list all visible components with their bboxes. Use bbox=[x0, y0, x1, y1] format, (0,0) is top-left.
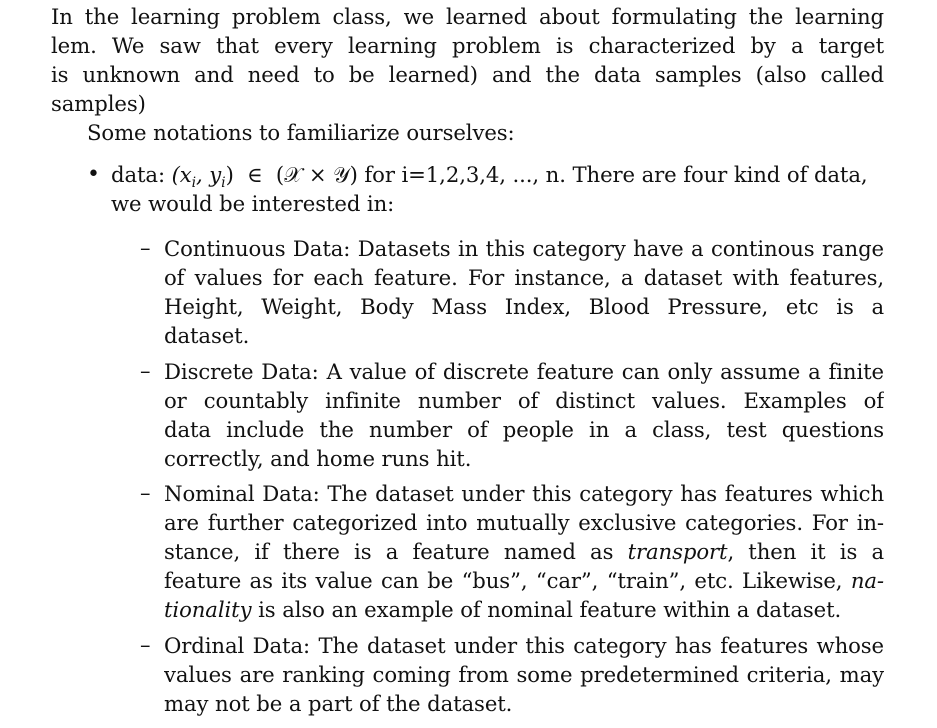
nominal-line-2: are further categorized into mutually exclusive categories. For in- bbox=[164, 510, 884, 535]
continuous-line-1: Continuous Data: Datasets in this category have a continous range bbox=[164, 236, 884, 261]
pair-y: , y bbox=[196, 162, 222, 187]
space-product: (𝒳 × 𝒴) bbox=[275, 162, 358, 187]
notation-line: Some notations to familiarize ourselves: bbox=[87, 120, 515, 145]
bullet-line-2: we would be interested in: bbox=[111, 191, 395, 216]
pair-close: ) bbox=[225, 162, 234, 187]
subitem-marker-continuous: – bbox=[140, 236, 151, 260]
ordinal-line-1: Ordinal Data: The dataset under this category has features whose bbox=[164, 633, 884, 658]
intro-line-2: lem. We saw that every learning problem is characterized by a target bbox=[51, 33, 884, 58]
ordinal-line-3: may not be a part of the dataset. bbox=[164, 691, 513, 716]
subitem-marker-discrete: – bbox=[140, 359, 151, 383]
nominal-line-4-start: feature as its value can be “bus”, “car”, “train”, etc. Likewise, bbox=[164, 568, 851, 593]
ordinal-line-2: values are ranking coming from some predetermined criteria, may bbox=[164, 662, 884, 687]
pair-y-sub: i bbox=[221, 175, 226, 192]
pair-x: (x bbox=[171, 162, 192, 187]
continuous-line-2: of values for each feature. For instance, a dataset with features, bbox=[164, 265, 884, 290]
discrete-line-4: correctly, and home runs hit. bbox=[164, 446, 472, 471]
nationality-term-start: na- bbox=[850, 568, 884, 593]
continuous-line-3: Height, Weight, Body Mass Index, Blood Pressure, etc is a bbox=[164, 294, 884, 319]
intro-line-1: In the learning problem class, we learned about formulating the learning bbox=[51, 4, 884, 29]
discrete-line-1: Discrete Data: A value of discrete feature can only assume a finite bbox=[164, 359, 884, 384]
nominal-line-5-rest: is also an example of nominal feature within a dataset. bbox=[251, 597, 842, 622]
nominal-line-3 bbox=[164, 537, 884, 566]
continuous-line-4: dataset. bbox=[164, 323, 250, 348]
nominal-line-1: Nominal Data: The dataset under this category has features which bbox=[164, 481, 884, 506]
transport-term: transport bbox=[627, 539, 728, 564]
bullet-line-1-rest: for i=1,2,3,4, ..., n. There are four kind of data, bbox=[357, 162, 868, 187]
nominal-line-4 bbox=[164, 566, 884, 595]
subitem-marker-nominal: – bbox=[140, 481, 151, 505]
intro-line-3: is unknown and need to be learned) and the data samples (also called bbox=[51, 62, 884, 87]
subitem-marker-ordinal: – bbox=[140, 633, 151, 657]
discrete-line-3: data include the number of people in a class, test questions bbox=[164, 417, 884, 442]
nationality-term-end: tionality bbox=[164, 597, 252, 622]
nominal-line-5 bbox=[164, 595, 841, 624]
intro-line-4: samples) bbox=[51, 91, 146, 116]
pair-x-sub: i bbox=[191, 175, 197, 192]
bullet-marker: • bbox=[87, 162, 100, 187]
element-of-symbol: ∈ bbox=[247, 162, 263, 187]
data-label: data: bbox=[111, 162, 172, 187]
discrete-line-2: or countably infinite number of distinct values. Examples of bbox=[164, 388, 884, 413]
nominal-line-3-start: stance, if there is a feature named as bbox=[164, 539, 628, 564]
nominal-line-3-end: , then it is a bbox=[727, 539, 884, 564]
